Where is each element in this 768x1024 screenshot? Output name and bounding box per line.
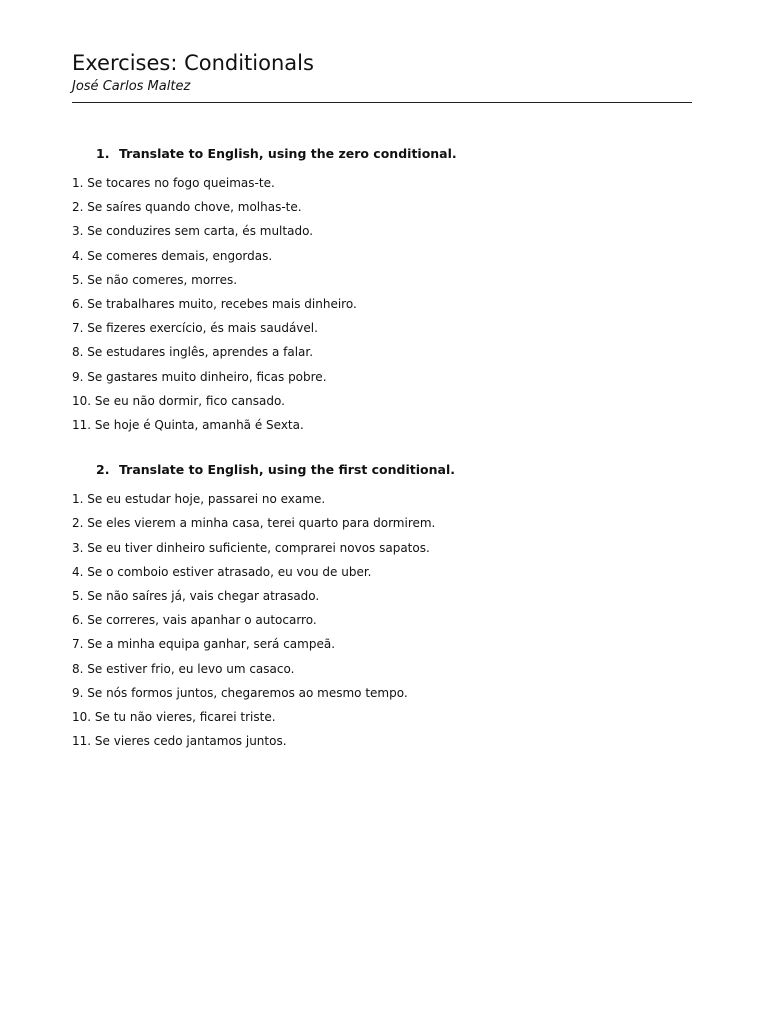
exercise-item: 3. Se eu tiver dinheiro suficiente, comprarei novos sapatos. — [72, 540, 430, 555]
section-number: 1. — [96, 146, 110, 161]
exercise-section-2 — [72, 461, 692, 753]
document-author: José Carlos Maltez — [72, 79, 191, 94]
exercise-item: 9. Se gastares muito dinheiro, ficas pobre. — [72, 369, 327, 384]
exercise-item: 9. Se nós formos juntos, chegaremos ao mesmo tempo. — [72, 685, 408, 700]
section-heading-text: Translate to English, using the first conditional. — [119, 462, 455, 478]
exercise-item: 8. Se estiver frio, eu levo um casaco. — [72, 661, 295, 676]
exercise-list — [72, 487, 692, 753]
exercise-section-1 — [72, 145, 692, 437]
exercise-item: 11. Se hoje é Quinta, amanhã é Sexta. — [72, 418, 304, 433]
section-heading — [96, 145, 692, 163]
exercise-item: 10. Se tu não vieres, ficarei triste. — [72, 710, 276, 725]
exercise-item: 11. Se vieres cedo jantamos juntos. — [72, 734, 287, 749]
exercise-item: 7. Se fizeres exercício, és mais saudável. — [72, 321, 318, 336]
exercise-item: 6. Se trabalhares muito, recebes mais dinheiro. — [72, 297, 357, 312]
exercise-item: 1. Se tocares no fogo queimas-te. — [72, 176, 275, 190]
exercise-item: 4. Se o comboio estiver atrasado, eu vou de uber. — [72, 564, 372, 579]
exercise-item: 6. Se correres, vais apanhar o autocarro. — [72, 613, 317, 628]
title-divider — [72, 102, 692, 103]
exercise-item: 5. Se não saíres já, vais chegar atrasado. — [72, 589, 320, 604]
exercise-item: 2. Se saíres quando chove, molhas-te. — [72, 200, 302, 215]
section-number: 2. — [96, 462, 110, 478]
exercise-item: 7. Se a minha equipa ganhar, será campeã. — [72, 637, 336, 652]
exercise-item: 8. Se estudares inglês, aprendes a falar. — [72, 345, 314, 360]
section-heading — [96, 461, 692, 479]
exercise-item: 5. Se não comeres, morres. — [72, 272, 238, 287]
exercise-item: 10. Se eu não dormir, fico cansado. — [72, 393, 285, 408]
section-heading-text: Translate to English, using the zero conditional. — [119, 146, 457, 161]
exercise-list — [72, 171, 692, 437]
document-page — [72, 48, 692, 753]
exercise-item: 2. Se eles vierem a minha casa, terei quarto para dormirem. — [72, 516, 436, 531]
exercise-item: 3. Se conduzires sem carta, és multado. — [72, 224, 314, 239]
document-title: Exercises: Conditionals — [72, 51, 314, 75]
exercise-item: 1. Se eu estudar hoje, passarei no exame. — [72, 492, 326, 507]
exercise-item: 4. Se comeres demais, engordas. — [72, 248, 273, 263]
